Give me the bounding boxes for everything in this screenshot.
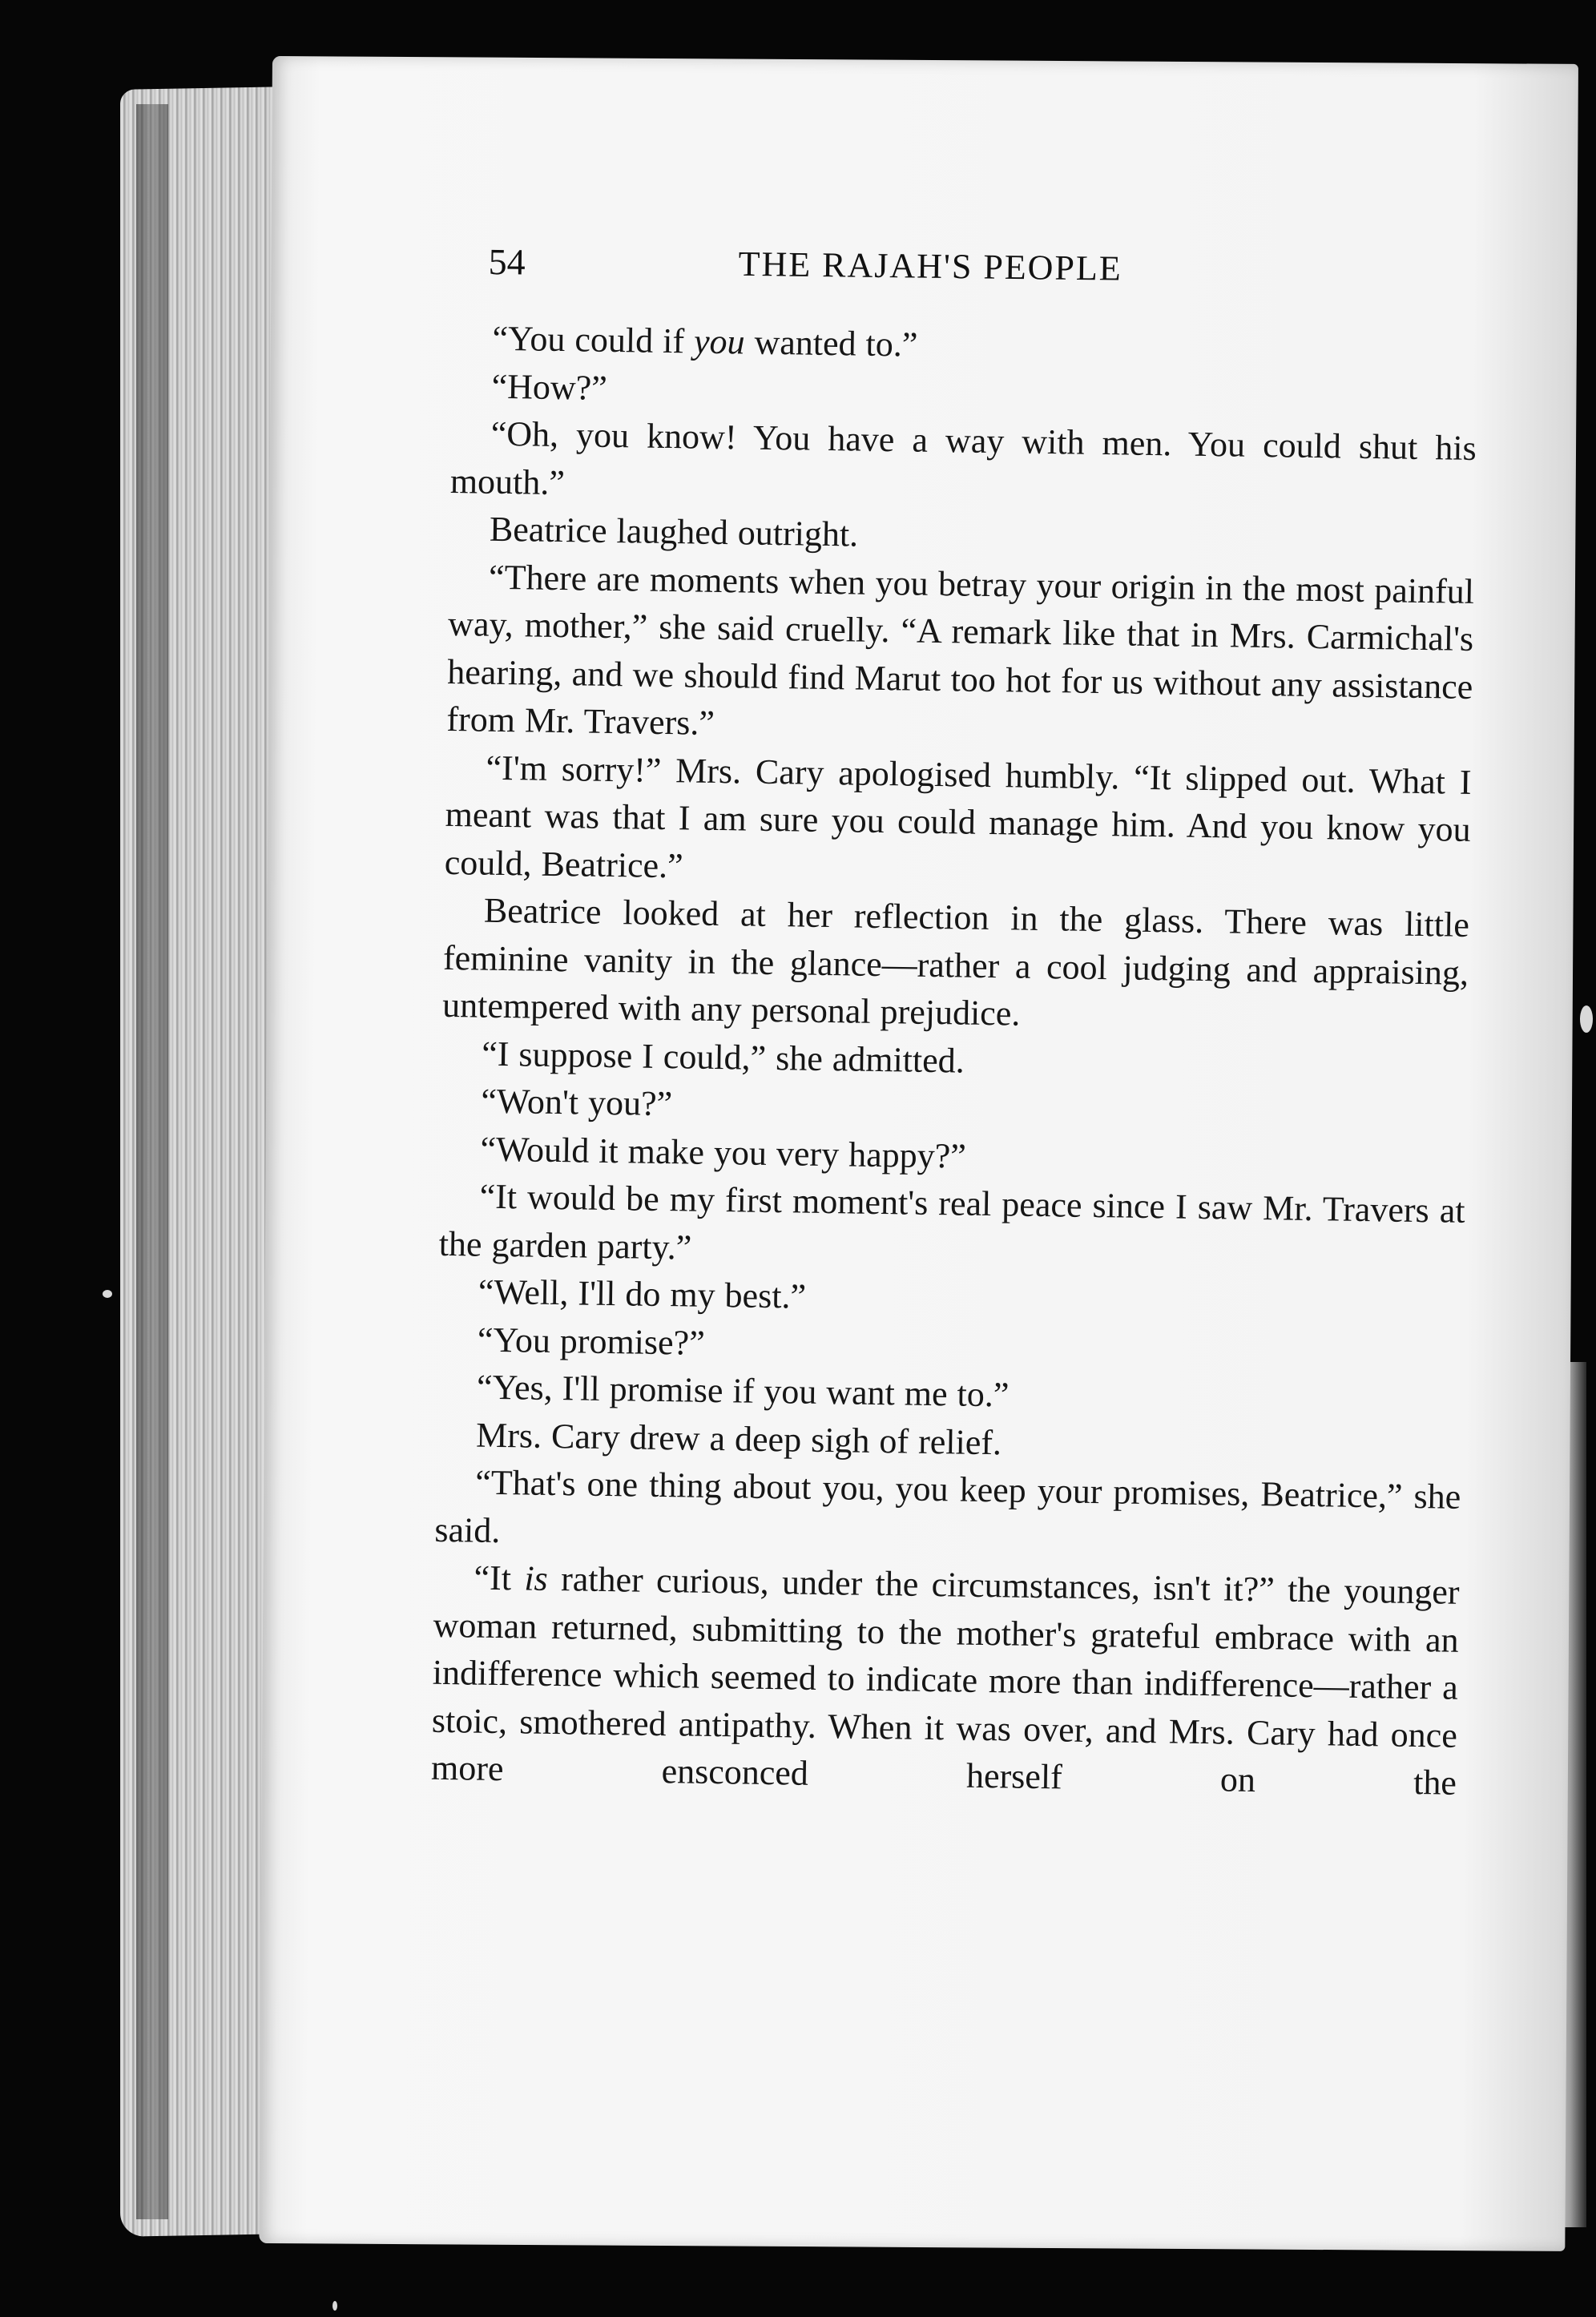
- scan-speck: [332, 2301, 337, 2311]
- text-run: “It would be my first moment's real peace since I saw Mr. Travers at the garden party.”: [438, 1176, 1465, 1267]
- text-run: “Won't you?”: [481, 1081, 673, 1124]
- page-number: 54: [488, 240, 526, 283]
- text-run: Mrs. Cary drew a deep sigh of relief.: [475, 1415, 1002, 1462]
- running-head: [488, 240, 1290, 306]
- text-run: “It: [474, 1557, 525, 1598]
- running-title: THE RAJAH'S PEOPLE: [738, 244, 1123, 288]
- text-run: “I suppose I could,” she admitted.: [481, 1034, 965, 1081]
- text-run: “That's one thing about you, you keep your promises, Beatrice,” she said.: [434, 1462, 1461, 1550]
- paragraph: [444, 743, 1472, 901]
- paragraph: [449, 409, 1477, 520]
- text-run: “You could if: [492, 318, 695, 361]
- paragraph: [442, 886, 1470, 1044]
- paragraph: [434, 1458, 1461, 1569]
- paragraph: [431, 1553, 1460, 1807]
- page-gutter-shadow: [136, 104, 168, 2219]
- text-run: “I'm sorry!” Mrs. Cary apologised humbly. “It slipped out. What I meant was that I am sure you could manage him. And you know you could, Beatrice.”: [444, 747, 1472, 885]
- italic-text-run: is: [524, 1558, 549, 1598]
- paragraph: [446, 552, 1474, 758]
- body-text: [431, 314, 1478, 1807]
- text-run: Beatrice laughed outright.: [489, 509, 859, 554]
- italic-text-run: you: [693, 321, 745, 362]
- paragraph: [438, 1172, 1465, 1283]
- scan-speck: [1580, 1005, 1593, 1033]
- text-run: rather curious, under the circumstances, isn't it?” the younger woman returned, submitting to the mother's grateful embrace with an indifference which seemed to indicate more than indifference—rather a stoic, smothered antipathy. When it was over, and Mrs. Cary had once more ensconced herself on the: [430, 1558, 1460, 1803]
- text-run: “There are moments when you betray your origin in the most painful way, mother,” she said cruelly. “A remark like that in Mrs. Carmichal's hearing, and we should find Marut too hot for us without any assistance from Mr. Travers.”: [446, 557, 1475, 743]
- text-run: “Oh, you know! You have a way with men. You could shut his mouth.”: [449, 413, 1477, 502]
- text-run: “Well, I'll do my best.”: [478, 1271, 807, 1316]
- text-run: Beatrice looked at her reflection in the glass. There was little feminine vanity in the glance—rather a cool judging and appraising, untempered with any personal prejudice.: [441, 890, 1470, 1034]
- text-run: “Would it make you very happy?”: [480, 1129, 967, 1176]
- text-run: “You promise?”: [477, 1320, 706, 1363]
- text-run: wanted to.”: [744, 322, 918, 365]
- text-run: “How?”: [491, 366, 608, 408]
- text-run: “Yes, I'll promise if you want me to.”: [476, 1367, 1010, 1415]
- scan-speck: [103, 1290, 112, 1298]
